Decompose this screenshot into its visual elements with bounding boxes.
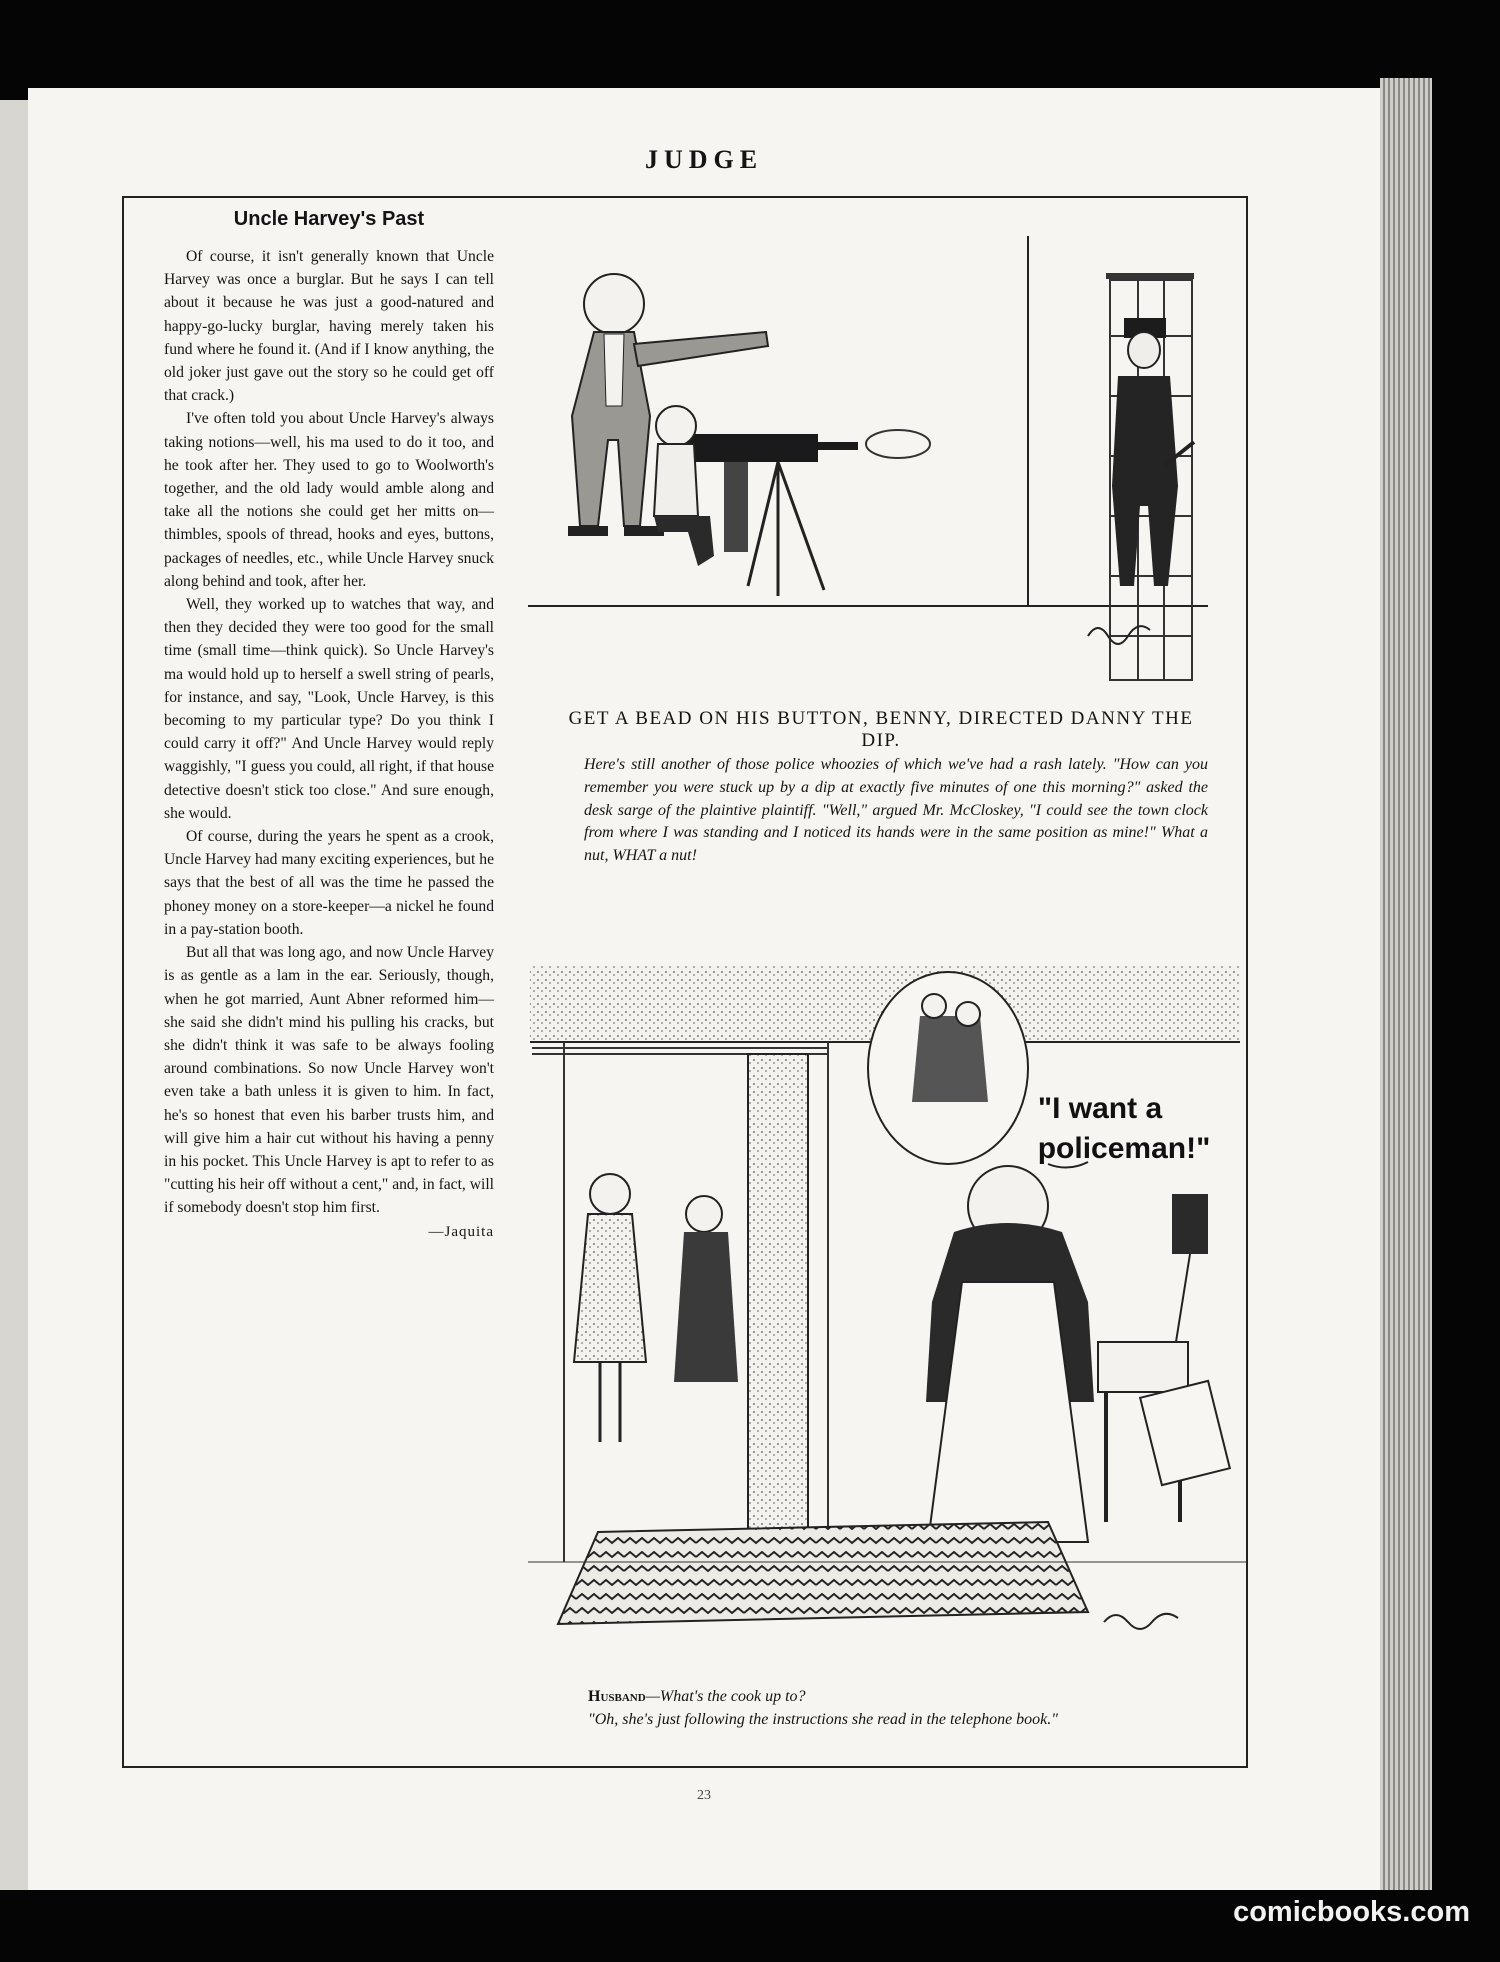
speech-text-line-1: "I want a	[1037, 1092, 1163, 1125]
cartoon-top-caption: GET A BEAD ON HIS BUTTON, BENNY, DIRECTED DANNY THE DIP.	[568, 708, 1194, 751]
article-paragraph: Of course, it isn't generally known that Uncle Harvey was once a burglar. But he says I can tell about it because he was just a good-natured and happy-go-lucky burglar, having merely taken his fund where he found it. (And if I know anything, the old joker just gave out the story so he could get off that crack.)	[164, 248, 494, 405]
thought-bubble	[868, 972, 1028, 1184]
husband-in-doorway	[674, 1196, 738, 1382]
article-paragraph: But all that was long ago, and now Uncle Harvey is as gentle as a lam in the ear. Seriously, though, when he got married, Aunt Abner reformed him—she said she didn't mind his pulling his cracks, but she didn't think it was safe to be always fooling around combinations. So now Uncle Harvey won't even take a bath unless it is given to him. In fact, he's so honest that even his barber trusts him, and will give him a hair cut without his having a penny in his pocket. This Uncle Harvey is apt to refer to as "cutting his heir off without a cent," and, in fact, will if somebody doesn't stop him first.	[164, 944, 494, 1217]
gunner-figure	[654, 406, 714, 566]
article-title: Uncle Harvey's Past	[233, 208, 425, 230]
article-paragraph: I've often told you about Uncle Harvey's always taking notions—well, his ma used to do it too, and he took after her. They used to go to Woolworth's together, and the old lady would amble along and take all the notions she could get her mitts on—thimbles, spools of thread, hooks and eyes, buttons, packages of needles, etc., while Uncle Harvey snuck along behind and took, after her.	[164, 410, 494, 590]
article-byline: —Jaquita	[428, 1223, 494, 1240]
left-page-edge	[0, 100, 30, 1890]
curtain	[748, 1054, 808, 1534]
cartoon-bottom-caption	[588, 1685, 1214, 1731]
caption-answer: "Oh, she's just following the instructions she read in the telephone book."	[588, 1711, 1058, 1728]
site-watermark: comicbooks.com	[1233, 1896, 1470, 1928]
article-column	[164, 208, 494, 1241]
striped-rug	[558, 1522, 1088, 1624]
policeman-figure	[1112, 318, 1194, 586]
speech-text-line-2: policeman!"	[1037, 1132, 1211, 1165]
machine-gun	[668, 430, 930, 596]
woman-in-doorway	[574, 1174, 646, 1442]
masthead: JUDGE	[644, 145, 764, 174]
page-number: 23	[697, 1788, 711, 1803]
cartoon-machine-gun	[528, 226, 1208, 696]
telephone-book	[1140, 1381, 1230, 1485]
caption-question: —What's the cook up to?	[645, 1688, 806, 1705]
article-paragraph: Of course, during the years he spent as a crook, Uncle Harvey had many exciting experiences, but he says that the best of all was the time he passed the phoney money on a store-keeper—a nickel he found in a pay-station booth.	[164, 828, 494, 938]
artist-signature	[1104, 1614, 1178, 1629]
article-paragraph: Well, they worked up to watches that way, and then they decided they were too good for the small time (small time—think quick). So Uncle Harvey's ma would hold up to herself a swell string of pearls, for instance, and say, "Look, Uncle Harvey, is this becoming to my particular type? Do you think I could carry it off?" And Uncle Harvey would reply waggishly, "I guess you could, all right, if that house detective doesn't stick too close." And sure enough, she would.	[164, 596, 494, 822]
cartoon-telephone-cook	[528, 962, 1246, 1658]
cartoon-top-story: Here's still another of those police whoozies of which we've had a rash lately. "How can you remember you were stuck up by a dip at exactly five minutes of one this morning?" asked the desk sarge of the plaintive plaintiff. "Well," argued Mr. McCloskey, "I could see the town clock from where I was standing and I noticed its hands were in the same position as mine!" What a nut, WHAT a nut!	[584, 756, 1208, 865]
caption-speaker: Husband	[588, 1688, 646, 1705]
page-stack-edge	[1380, 78, 1432, 1890]
